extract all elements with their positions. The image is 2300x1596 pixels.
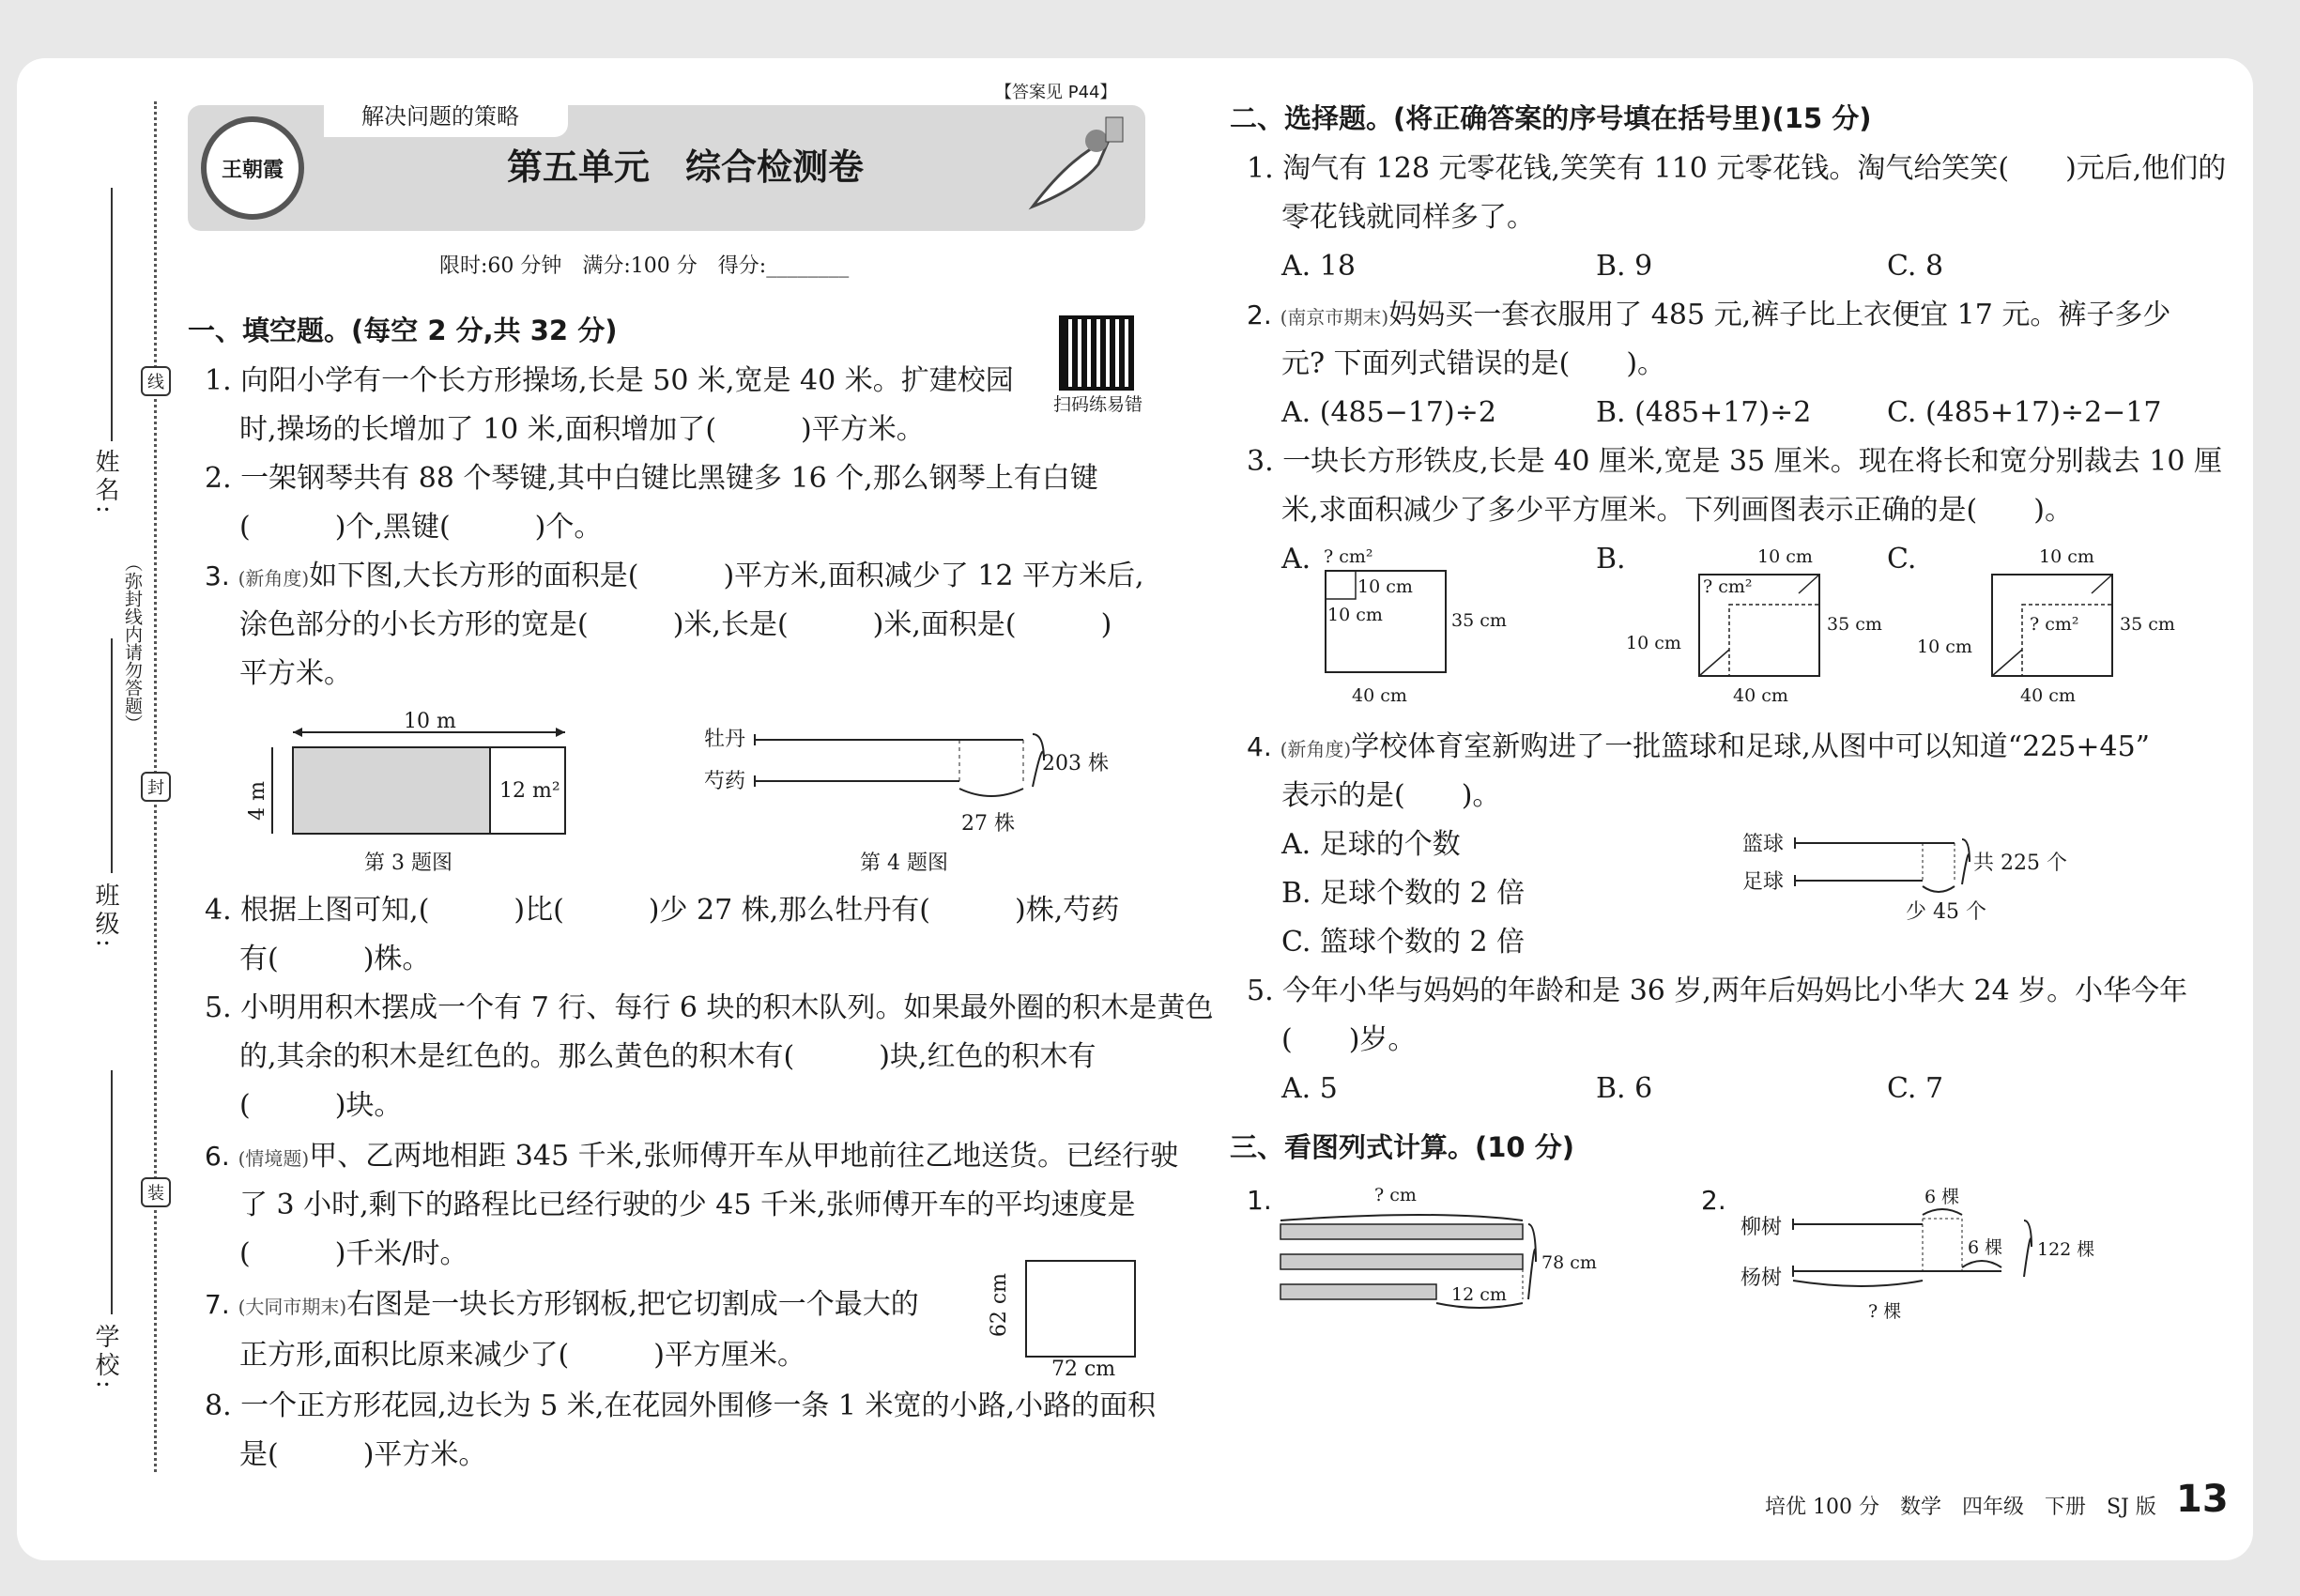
fig4-label-b: 芍药 (704, 770, 746, 793)
fig3-length-label: 10 m (404, 710, 456, 733)
page-number: 13 (2176, 1478, 2229, 1521)
fig7-height-label: 62 cm (988, 1273, 1011, 1338)
s2-q2-text: 妈妈买一套衣服用了 485 元,裤子比上衣便宜 17 元。裤子多少 (1388, 299, 2171, 331)
s3-fig2-bar-diagram (1789, 1202, 2043, 1305)
s2-q3c-area: ? cm² (2030, 614, 2079, 635)
fig4-sum-label: 203 株 (1042, 752, 1109, 775)
s2-q5-option-b: B. 6 (1596, 1072, 1653, 1105)
exam-info: 限时:60 分钟 满分:100 分 得分:________ (439, 254, 850, 278)
s2-q4-option-c: C. 篮球个数的 2 倍 (1281, 926, 1526, 959)
s3-fig1-total: 78 cm (1541, 1252, 1597, 1273)
s2-q3a-cut-left: 10 cm (1327, 605, 1383, 625)
s2-q4-tag: (新角度) (1280, 738, 1352, 760)
school-label: 学校: (91, 1324, 119, 1392)
name-label: 姓名: (91, 449, 119, 517)
s3-fig2-diff2: 6 棵 (1968, 1237, 2003, 1258)
section1-title: 一、填空题。(每空 2 分,共 32 分) (188, 315, 618, 346)
s2-q5-option-c: C. 7 (1887, 1072, 1944, 1105)
s1-q7-tag: (大同市期末) (238, 1296, 347, 1318)
name-blank-line (111, 188, 113, 441)
s1-q5-line1: 5. 小明用积木摆成一个有 7 行、每行 6 块的积木队列。如果最外圈的积木是黄色 (205, 991, 1214, 1024)
class-blank-line (111, 638, 113, 873)
s2-q1-line1: 1. 淘气有 128 元零花钱,笑笑有 110 元零花钱。淘气给笑笑( )元后,他们的 (1247, 152, 2227, 185)
s1-q5-line2: 的,其余的积木是红色的。那么黄色的积木有( )块,红色的积木有 (239, 1040, 1096, 1073)
s2-q3a-area: ? cm² (1324, 546, 1373, 567)
s2-q4-label-a: 篮球 (1742, 833, 1785, 856)
s3-fig2-total: 122 棵 (2037, 1239, 2095, 1260)
s2-q3-option-b: B. (1596, 543, 1626, 575)
s2-q2-option-b: B. (485+17)÷2 (1596, 396, 1812, 429)
s1-q1-line2: 时,操场的长增加了 10 米,面积增加了( )平方米。 (239, 413, 925, 446)
s3-item2-number: 2. (1701, 1185, 1726, 1216)
s1-q3-line3: 平方米。 (239, 657, 352, 690)
s1-q6-line1: 6. (情境题)甲、乙两地相距 345 千米,张师傅开车从甲地前往乙地送货。已经行驶 (205, 1140, 1179, 1173)
s1-q7-text: 右图是一块长方形钢板,把它切割成一个最大的 (346, 1288, 919, 1321)
logo-text: 王朝霞 (221, 157, 284, 182)
s2-q3c-height: 35 cm (2120, 614, 2175, 635)
s1-q5-line3: ( )块。 (239, 1089, 403, 1122)
series-label: 解决问题的策略 (361, 103, 519, 130)
s2-q3a-cut-top: 10 cm (1357, 576, 1413, 597)
s3-fig2-label-b: 杨树 (1740, 1266, 1783, 1290)
qr-code-icon (1059, 315, 1134, 391)
school-blank-line (111, 1070, 113, 1314)
s1-q3-line1: 3. (新角度)如下图,大长方形的面积是( )平方米,面积减少了 12 平方米后, (205, 560, 1144, 592)
no-answer-note: （弥封线内请勿答题） (122, 554, 143, 732)
s2-q1-option-c: C. 8 (1887, 250, 1944, 283)
s2-q3b-area: ? cm² (1703, 576, 1753, 597)
s1-q7-line1: 7. (大同市期末)右图是一块长方形钢板,把它切割成一个最大的 (205, 1288, 919, 1321)
s2-q4-text: 学校体育室新购进了一批篮球和足球,从图中可以知道“225+45” (1351, 730, 2151, 763)
s1-q3-text: 如下图,大长方形的面积是( )平方米,面积减少了 12 平方米后, (309, 560, 1144, 592)
s2-q3b-height: 35 cm (1827, 614, 1882, 635)
s2-q1-line2: 零花钱就同样多了。 (1281, 201, 1535, 234)
s2-q4-sum-label: 共 225 个 (1973, 852, 2067, 875)
s2-q4-line1: 4. (新角度)学校体育室新购进了一批篮球和足球,从图中可以知道“225+45” (1247, 730, 2151, 763)
s2-q5-line2: ( )岁。 (1281, 1023, 1417, 1056)
s2-q2-line1: 2. (南京市期末)妈妈买一套衣服用了 485 元,裤子比上衣便宜 17 元。裤子多少 (1247, 299, 2171, 331)
seal-marker: 封 (141, 772, 171, 802)
fig3-area-label: 12 m² (499, 779, 560, 803)
s2-q3-line2: 米,求面积减少了多少平方厘米。下列画图表示正确的是( )。 (1281, 494, 2073, 527)
s2-q1-option-a: A. 18 (1281, 250, 1356, 283)
unit-title: 第五单元 综合检测卷 (507, 146, 865, 188)
logo-badge (201, 116, 304, 220)
s2-q3-line1: 3. 一块长方形铁皮,长是 40 厘米,宽是 35 厘米。现在将长和宽分别裁去 10 厘 (1247, 445, 2222, 478)
s1-q4-line2: 有( )株。 (239, 943, 431, 975)
fig7-steel-plate (1025, 1260, 1136, 1358)
s2-q3a-width: 40 cm (1352, 685, 1407, 706)
s1-q4-line1: 4. 根据上图可知,( )比( )少 27 株,那么牡丹有( )株,芍药 (205, 894, 1120, 927)
s2-q3c-cut-left: 10 cm (1917, 637, 1972, 657)
s2-q5-option-a: A. 5 (1281, 1072, 1338, 1105)
s2-q3c-width: 40 cm (2020, 685, 2076, 706)
section3-title: 三、看图列式计算。(10 分) (1230, 1131, 1574, 1163)
s1-q2-line2: ( )个,黑键( )个。 (239, 511, 603, 544)
fig3-caption: 第 3 题图 (364, 852, 452, 875)
s1-q7-line2: 正方形,面积比原来减少了( )平方厘米。 (239, 1339, 805, 1372)
fig4-caption: 第 4 题图 (860, 852, 948, 875)
fig4-diff-label: 27 株 (961, 812, 1015, 836)
s2-q4-option-a: A. 足球的个数 (1281, 828, 1461, 861)
s2-q3b-width: 40 cm (1733, 685, 1788, 706)
s2-q2-option-a: A. (485−17)÷2 (1281, 396, 1496, 429)
s1-q3-tag: (新角度) (238, 567, 310, 590)
answer-reference: 【答案见 P44】 (995, 83, 1117, 102)
s2-q2-line2: 元? 下面列式错误的是( )。 (1281, 347, 1666, 380)
cartoon-rocket-icon (1023, 113, 1127, 216)
s3-item1-number: 1. (1247, 1185, 1272, 1216)
s2-q3c-cut-top: 10 cm (2039, 546, 2094, 567)
s2-q5-line1: 5. 今年小华与妈妈的年龄和是 36 岁,两年后妈妈比小华大 24 岁。小华今年 (1247, 974, 2188, 1007)
s3-fig2-label-a: 柳树 (1740, 1216, 1783, 1239)
s2-q4-line2: 表示的是( )。 (1281, 779, 1501, 812)
qr-caption: 扫码练易错 (1053, 394, 1143, 415)
s1-q6-tag: (情境题) (238, 1147, 310, 1170)
s2-q4-option-b: B. 足球个数的 2 倍 (1281, 877, 1526, 910)
s2-q3-option-a: A. (1281, 543, 1311, 575)
footer-book-info: 培优 100 分 数学 四年级 下册 SJ 版 (1765, 1496, 2156, 1519)
s3-fig2-diff1: 6 棵 (1924, 1187, 1960, 1207)
s1-q2-line1: 2. 一架钢琴共有 88 个琴键,其中白键比黑键多 16 个,那么钢琴上有白键 (205, 462, 1098, 495)
s3-fig1-diff: 12 cm (1451, 1284, 1507, 1305)
s1-q3-line2: 涂色部分的小长方形的宽是( )米,长是( )米,面积是( ) (239, 608, 1112, 641)
s2-q4-label-b: 足球 (1742, 870, 1785, 894)
fig4-label-a: 牡丹 (704, 728, 746, 751)
s3-fig2-question: ? 棵 (1868, 1301, 1902, 1322)
s2-q4-diff-label: 少 45 个 (1906, 900, 1986, 924)
s2-q3b-cut-top: 10 cm (1757, 546, 1813, 567)
fig7-width-label: 72 cm (1051, 1358, 1116, 1381)
line-marker: 线 (141, 366, 171, 396)
s2-q1-option-b: B. 9 (1596, 250, 1653, 283)
s1-q6-line3: ( )千米/时。 (239, 1237, 468, 1270)
s3-fig1-question: ? cm (1374, 1185, 1417, 1205)
s1-q8-line1: 8. 一个正方形花园,边长为 5 米,在花园外围修一条 1 米宽的小路,小路的面积 (205, 1389, 1157, 1422)
s2-q2-option-c: C. (485+17)÷2−17 (1887, 396, 2162, 429)
s2-q2-tag: (南京市期末) (1280, 306, 1389, 329)
s1-q1-line1: 1. 向阳小学有一个长方形操场,长是 50 米,宽是 40 米。扩建校园 (205, 364, 1014, 397)
fig3-width-label: 4 m (246, 781, 269, 821)
class-label: 班级: (91, 882, 119, 951)
s2-q3-option-c: C. (1887, 543, 1917, 575)
bind-marker: 装 (141, 1177, 171, 1207)
s2-q3a-height: 35 cm (1451, 610, 1507, 631)
s1-q8-line2: 是( )平方米。 (239, 1438, 487, 1471)
s2-q3b-cut-left: 10 cm (1626, 633, 1681, 653)
s2-q4-bar-diagram (1791, 830, 1979, 905)
s1-q6-line2: 了 3 小时,剩下的路程比已经行驶的少 45 千米,张师傅开车的平均速度是 (239, 1189, 1136, 1221)
section2-title: 二、选择题。(将正确答案的序号填在括号里)(15 分) (1230, 102, 1872, 134)
s1-q6-text: 甲、乙两地相距 345 千米,张师傅开车从甲地前往乙地送货。已经行驶 (309, 1140, 1179, 1173)
